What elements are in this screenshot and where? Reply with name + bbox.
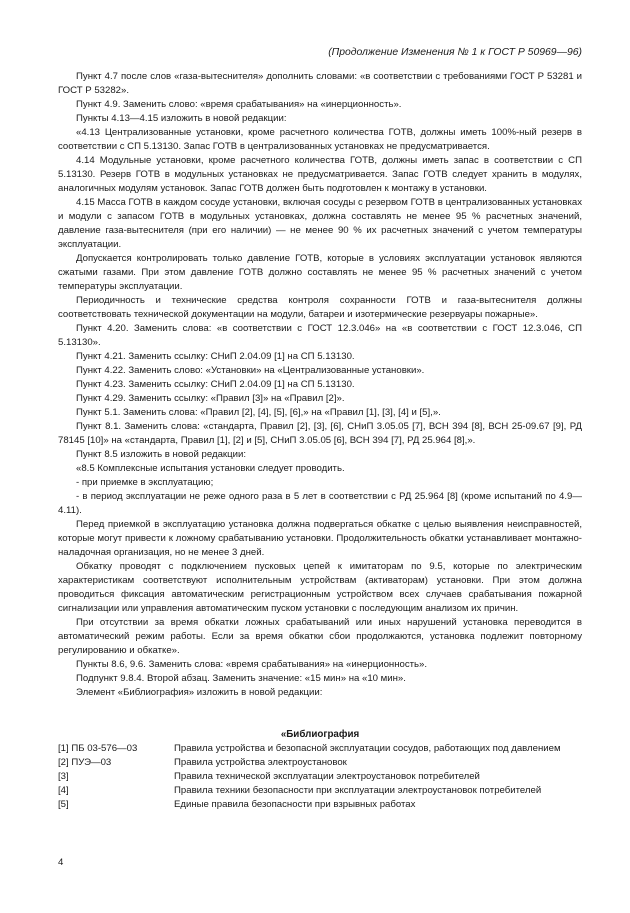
paragraph: 4.14 Модульные установки, кроме расчетного количества ГОТВ, должны иметь запас в соответствии с СП 5.13130. Резерв ГОТВ в модульных установках не предусматривается. Запас ГОТВ следует хранить в модулях, аналогичных модулям установок. Запас ГОТВ должен быть подготовлен к монтажу в установки. <box>58 155 582 194</box>
paragraph: Пункт 4.29. Заменить ссылку: «Правил [3]» на «Правил [2]». <box>76 393 345 404</box>
paragraph: 4.15 Масса ГОТВ в каждом сосуде установки, включая сосуды с резервом ГОТВ в централизованных установках и модули с запасом ГОТВ в модульных установках, должна составлять не менее 95 % расчетных значений, давление газа-вытеснителя (при его наличии) — не менее 90 % их расчетных значений с учетом температуры эксплуатации. <box>58 197 582 250</box>
bibliography-list <box>58 742 582 812</box>
paragraph: Пункт 4.22. Заменить слово: «Установки» на «Централизованные установки». <box>76 365 425 376</box>
bibliography-item <box>58 756 582 770</box>
bibliography-code: [3] <box>58 771 69 782</box>
bibliography-desc: Единые правила безопасности при взрывных работах <box>174 799 416 810</box>
paragraph: Пункты 8.6, 9.6. Заменить слова: «время срабатывания» на «инерционность». <box>76 659 428 670</box>
paragraph: Пункт 8.5 изложить в новой редакции: <box>76 449 246 460</box>
paragraph: - при приемке в эксплуатацию; <box>76 477 214 488</box>
bibliography-desc: Правила устройства и безопасной эксплуатации сосудов, работающих под давлением <box>174 743 561 754</box>
paragraph: Пункт 4.7 после слов «газа-вытеснителя» дополнить словами: «в соответствии с требованиями ГОСТ Р 53281 и ГОСТ Р 53282». <box>58 71 582 96</box>
paragraph: Пункт 4.23. Заменить ссылку: СНиП 2.04.09 [1] на СП 5.13130. <box>76 379 355 390</box>
bibliography-item <box>58 784 582 798</box>
paragraph: - в период эксплуатации не реже одного раза в 5 лет в соответствии с РД 25.964 [8] (кроме испытаний по 4.9—4.11). <box>58 491 582 516</box>
paragraph: Перед приемкой в эксплуатацию установка должна подвергаться обкатке с целью выявления неисправностей, которые могут привести к ложному срабатыванию установки. Продолжительность обкатки устанавливает монтажно-наладочная организация, но не менее 3 дней. <box>58 519 582 558</box>
paragraph: Элемент «Библиография» изложить в новой редакции: <box>76 687 323 698</box>
paragraph: При отсутствии за время обкатки ложных срабатываний или иных нарушений установка переводится в автоматический режим работы. Если за время обкатки сбои продолжаются, установка подлежит повторному регулированию и обкатке». <box>58 617 582 656</box>
paragraph: Пункт 5.1. Заменить слова: «Правил [2], [4], [5], [6],» на «Правил [1], [3], [4] и [5],». <box>76 407 441 418</box>
paragraph: Допускается контролировать только давление ГОТВ, которые в условиях эксплуатации установок являются сжатыми газами. При этом давление ГОТВ должно составлять не менее 95 % расчетных значений с учетом температуры эксплуатации. <box>58 253 582 292</box>
paragraph: Пункт 8.1. Заменить слова: «стандарта, Правил [2], [3], [6], СНиП 3.05.05 [7], ВСН 394 [8], ВСН 25-09.67 [9], РД 78145 [10]» на «стандарта, Правил [1], [2] и [5], СНиП 3.05.05 [6], ВСН 394 [7], РД 25.964 [8],». <box>58 421 582 446</box>
bibliography-code: [5] <box>58 799 69 810</box>
paragraph: Пункты 4.13—4.15 изложить в новой редакции: <box>76 113 287 124</box>
paragraph: Периодичность и технические средства контроля сохранности ГОТВ и газа-вытеснителя должны соответствовать технической документации на модули, батареи и изотермические резервуары пожарные». <box>58 295 582 320</box>
bibliography-item <box>58 742 582 756</box>
paragraph: Пункт 4.9. Заменить слово: «время срабатывания» на «инерционность». <box>76 99 402 110</box>
document-body <box>58 70 582 700</box>
paragraph: «8.5 Комплексные испытания установки следует проводить. <box>76 463 345 474</box>
page-number: 4 <box>58 857 64 868</box>
bibliography-code: [4] <box>58 785 69 796</box>
paragraph: Пункт 4.21. Заменить ссылку: СНиП 2.04.09 [1] на СП 5.13130. <box>76 351 355 362</box>
bibliography-desc: Правила устройства электроустановок <box>174 757 347 768</box>
page-header: (Продолжение Изменения № 1 к ГОСТ Р 50969—96) <box>328 47 582 58</box>
bibliography-desc: Правила техники безопасности при эксплуатации электроустановок потребителей <box>174 785 542 796</box>
paragraph: Пункт 4.20. Заменить слова: «в соответствии с ГОСТ 12.3.046» на «в соответствии с ГОСТ 12.3.046, СП 5.13130». <box>58 323 582 348</box>
paragraph: Подпункт 9.8.4. Второй абзац. Заменить значение: «15 мин» на «10 мин». <box>76 673 406 684</box>
bibliography-item <box>58 798 582 812</box>
bibliography-desc: Правила технической эксплуатации электроустановок потребителей <box>174 771 480 782</box>
bibliography-code: [1] ПБ 03-576—03 <box>58 743 138 754</box>
bibliography-item <box>58 770 582 784</box>
paragraph: «4.13 Централизованные установки, кроме расчетного количества ГОТВ, должны иметь 100%-ный резерв в соответствии с СП 5.13130. Запас ГОТВ в централизованных установках не предусматривается. <box>58 127 582 152</box>
bibliography-code: [2] ПУЭ—03 <box>58 757 112 768</box>
paragraph: Обкатку проводят с подключением пусковых цепей к имитаторам по 9.5, которые по электрическим характеристикам соответствуют исполнительным устройствам (активаторам) установки. При этом должна проводиться фиксация автоматическим регистрационным устройством всех случаев срабатывания пожарной сигнализации или управления автоматическим пуском установки с последующим анализом их причин. <box>58 561 582 614</box>
bibliography-title: «Библиография <box>280 729 360 740</box>
